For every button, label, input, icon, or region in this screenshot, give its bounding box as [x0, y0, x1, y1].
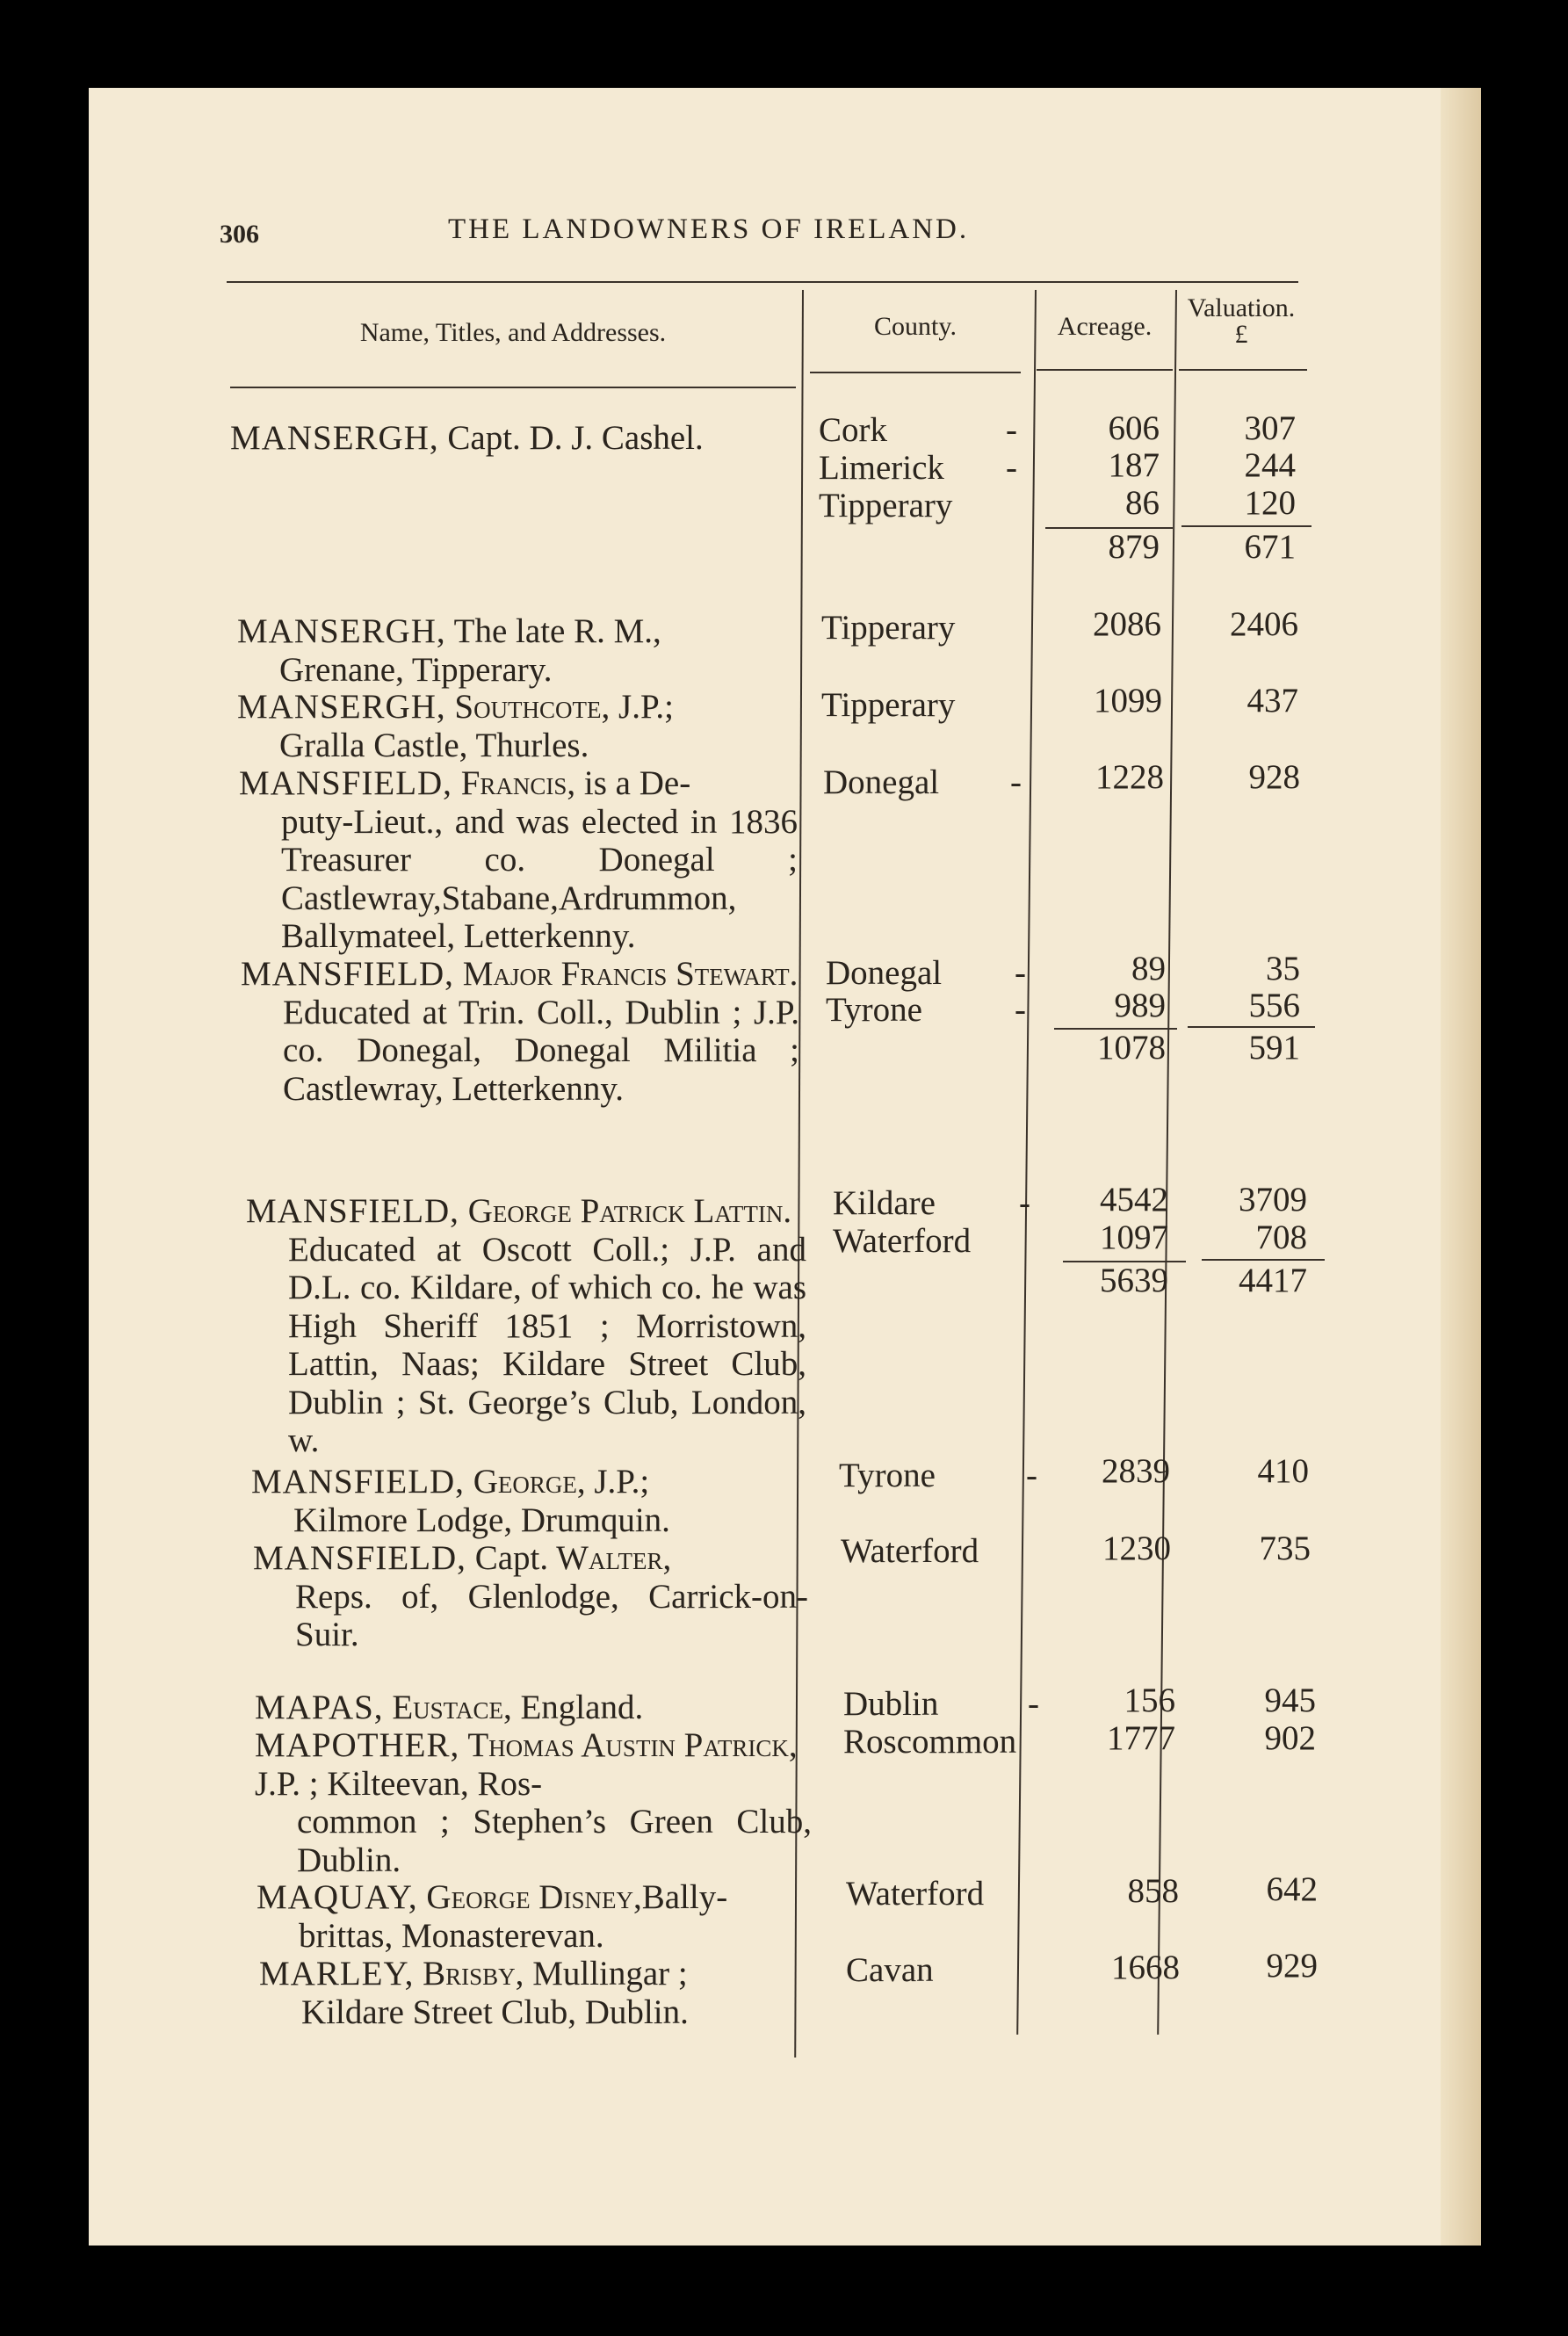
column-header-valuation-unit: £ — [1234, 320, 1248, 349]
valuation-cell: 902 — [1264, 1719, 1316, 1757]
valuation-cell: 35 — [1266, 950, 1300, 987]
valuation-cell: 928 — [1248, 758, 1300, 796]
dash: - — [1006, 449, 1017, 487]
entry-mapother — [255, 1726, 812, 1879]
dash: - — [1026, 1457, 1037, 1494]
entry-surname: MANSERGH, — [230, 419, 439, 457]
entry-given-name: George Disney, — [417, 1878, 642, 1916]
entry-mapas — [255, 1689, 812, 1727]
header-rule-valuation — [1179, 369, 1307, 371]
entry-given-name: Thomas Austin Patrick, — [459, 1726, 798, 1764]
page-edge — [1441, 88, 1481, 2246]
header-rule-county — [810, 372, 1021, 373]
entry-mansfield-walter — [253, 1539, 808, 1654]
county-cell: Waterford — [841, 1532, 979, 1570]
entry-text: is a De- — [575, 764, 691, 802]
valuation-cell: 2406 — [1230, 605, 1298, 643]
valuation-cell: 437 — [1246, 682, 1298, 720]
entry-given-name: Brisby, — [414, 1955, 524, 1992]
entry-text: J.P.; — [585, 1463, 650, 1501]
acreage-cell: 1777 — [1107, 1719, 1175, 1757]
entry-continuation: common ; Stephen’s Green Club, Dublin. — [297, 1803, 812, 1879]
column-header-name: Name, Titles, and Addresses. — [359, 318, 667, 347]
acreage-cell: 1228 — [1095, 758, 1164, 796]
county-cell: Limerick — [819, 449, 944, 487]
entry-given-name: Southcote, — [445, 688, 611, 726]
dash: - — [1015, 954, 1026, 992]
entry-surname: MANSFIELD, — [253, 1539, 466, 1577]
acreage-cell: 187 — [1108, 446, 1160, 484]
acreage-cell: 606 — [1108, 409, 1160, 447]
county-cell: Waterford — [833, 1222, 972, 1260]
dash: - — [1028, 1685, 1039, 1723]
entry-continuation: Kildare Street Club, Dublin. — [301, 1992, 689, 2031]
valuation-cell: 735 — [1259, 1530, 1311, 1567]
entry-marley — [259, 1955, 818, 2031]
entry-surname: MANSERGH, — [237, 612, 446, 650]
header-rule-top — [227, 281, 1298, 283]
entry-surname: MAPOTHER, — [255, 1726, 460, 1764]
acreage-cell: 156 — [1124, 1681, 1175, 1719]
county-cell: Donegal — [823, 763, 940, 801]
entry-continuation: Gralla Castle, Thurles. — [279, 726, 589, 764]
county-cell: Cork — [819, 411, 887, 449]
entry-continuation: Reps. of, Glenlodge, Carrick-on-Suir. — [295, 1577, 808, 1653]
entry-text: Capt. — [466, 1539, 549, 1577]
dash: - — [1015, 991, 1026, 1029]
valuation-cell: 410 — [1257, 1452, 1309, 1490]
valuation-cell: 307 — [1244, 409, 1296, 447]
entry-text: Mullingar ; — [524, 1955, 688, 1992]
county-cell: Tipperary — [821, 609, 956, 647]
entry-mansergh-southcote — [237, 688, 808, 764]
entry-continuation: brittas, Monasterevan. — [299, 1916, 604, 1955]
entry-continuation: Grenane, Tipperary. — [279, 650, 553, 689]
acreage-cell: 89 — [1131, 950, 1166, 987]
total-acreage: 5639 — [1100, 1262, 1168, 1299]
total-valuation: 591 — [1248, 1029, 1300, 1067]
entry-continuation: Educated at Trin. Coll., Dublin ; J.P. co. Donegal, Donegal Militia ; Castlewray, Letterkenny. — [283, 993, 799, 1108]
entry-given-name: George Patrick Lattin. — [459, 1192, 792, 1230]
acreage-cell: 1230 — [1102, 1530, 1171, 1567]
running-head: THE LANDOWNERS OF IRELAND. — [448, 213, 970, 245]
acreage-cell: 1099 — [1094, 682, 1162, 720]
entry-text: Bally- — [641, 1878, 728, 1916]
acreage-cell: 858 — [1127, 1872, 1179, 1910]
dash: - — [1006, 411, 1017, 449]
acreage-cell: 2086 — [1093, 605, 1161, 643]
entry-continuation: Kilmore Lodge, Drumquin. — [293, 1501, 670, 1539]
acreage-cell: 86 — [1125, 484, 1160, 522]
total-acreage: 879 — [1108, 528, 1160, 566]
entry-mansfield-george — [251, 1463, 805, 1539]
county-cell: Tyrone — [826, 991, 922, 1029]
entry-maquay — [257, 1878, 815, 1955]
entry-text: Capt. D. J. Cashel. — [438, 419, 704, 457]
valuation-cell: 3709 — [1239, 1181, 1307, 1219]
county-cell: Dublin — [843, 1685, 939, 1723]
county-cell: Roscommon — [843, 1723, 1017, 1761]
entry-mansfield-george-patrick — [246, 1192, 806, 1460]
total-valuation: 671 — [1244, 528, 1296, 566]
dash: - — [1010, 763, 1022, 801]
county-cell: Tipperary — [819, 487, 953, 524]
entry-surname: MANSFIELD, — [241, 955, 454, 993]
entry-given-name: Francis, — [452, 764, 576, 802]
county-cell: Cavan — [846, 1951, 934, 1989]
valuation-cell: 244 — [1244, 446, 1296, 484]
county-cell: Tyrone — [839, 1457, 936, 1494]
entry-continuation: Educated at Oscott Coll.; J.P. and D.L. co. Kildare, of which co. he was High Sheriff 1851 ; Morristown, Lattin, Naas; Kildare Street Club, Dublin ; St. George’s Club, London, w. — [288, 1230, 806, 1459]
entry-text: J.P.; — [610, 688, 674, 726]
valuation-cell: 120 — [1244, 484, 1296, 522]
header-rule-acreage — [1037, 369, 1173, 371]
entry-mansergh-d-j — [230, 419, 801, 458]
entry-surname: MARLEY, — [259, 1955, 415, 1992]
total-acreage: 1078 — [1097, 1029, 1166, 1067]
acreage-cell: 1668 — [1111, 1949, 1180, 1986]
acreage-cell: 989 — [1114, 987, 1166, 1024]
county-cell: Tipperary — [821, 686, 956, 724]
valuation-cell: 642 — [1266, 1870, 1318, 1908]
entry-mansergh-r-m — [237, 612, 808, 689]
entry-surname: MAQUAY, — [257, 1878, 418, 1916]
entry-continuation: puty-Lieut., and was elected in 1836 Treasurer co. Donegal ; Castlewray,Stabane,Ardrummon, Ballymateel, Letterkenny. — [281, 802, 798, 955]
acreage-cell: 4542 — [1100, 1181, 1168, 1219]
entry-surname: MAPAS, — [255, 1689, 384, 1726]
entry-text: J.P. ; Kilteevan, Ros- — [255, 1764, 543, 1803]
dash: - — [1019, 1184, 1030, 1222]
valuation-cell: 945 — [1264, 1681, 1316, 1719]
entry-given-name: Walter, — [548, 1539, 672, 1577]
county-cell: Waterford — [846, 1875, 985, 1913]
entry-surname: MANSFIELD, — [239, 764, 452, 802]
total-valuation: 4417 — [1239, 1262, 1307, 1299]
entry-given-name: George, — [464, 1463, 586, 1501]
valuation-cell: 929 — [1266, 1947, 1318, 1985]
entry-mansfield-francis — [239, 764, 798, 956]
entry-surname: MANSERGH, — [237, 688, 446, 726]
entry-mansfield-major-francis — [241, 955, 799, 1108]
county-cell: Donegal — [826, 954, 943, 992]
acreage-cell: 2839 — [1102, 1452, 1170, 1490]
entry-given-name: Major Francis Stewart. — [453, 955, 798, 993]
page-number: 306 — [220, 220, 259, 249]
header-rule-name — [230, 387, 796, 388]
acreage-cell: 1097 — [1100, 1219, 1168, 1256]
valuation-cell: 556 — [1248, 987, 1300, 1024]
entry-given-name: Eustace, — [383, 1689, 512, 1726]
column-header-valuation: Valuation. — [1187, 293, 1296, 322]
column-header-acreage: Acreage. — [1057, 312, 1153, 341]
entry-surname: MANSFIELD, — [246, 1192, 459, 1230]
entry-surname: MANSFIELD, — [251, 1463, 465, 1501]
entry-text: England. — [511, 1689, 644, 1726]
entry-text: The late R. M., — [445, 612, 661, 650]
county-cell: Kildare — [833, 1184, 936, 1222]
valuation-cell: 708 — [1255, 1219, 1307, 1256]
column-header-county: County. — [874, 312, 957, 341]
